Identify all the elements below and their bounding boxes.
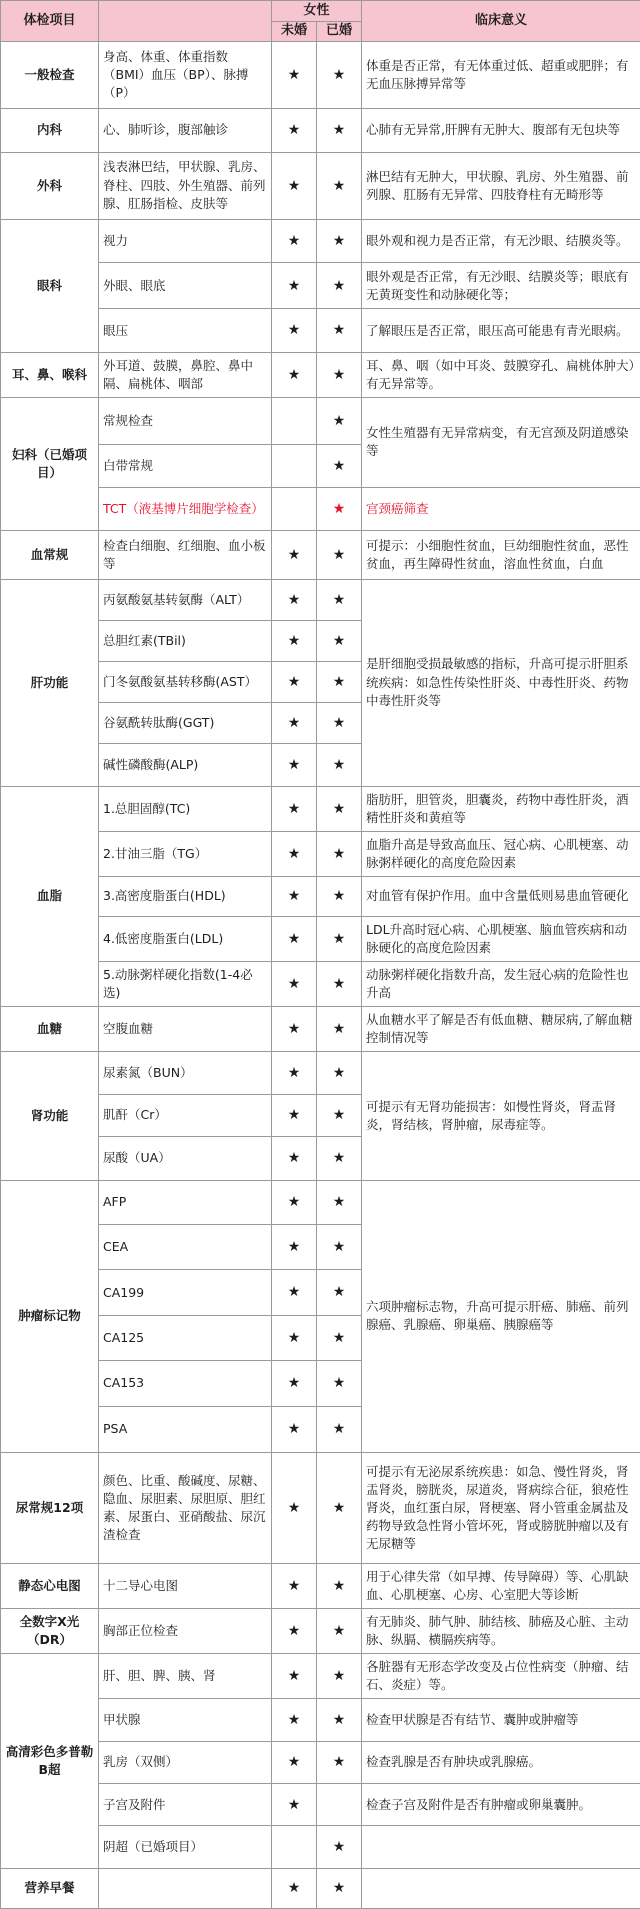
table-row xyxy=(1,1180,640,1225)
unmarried-star: ★ xyxy=(272,961,317,1006)
unmarried-star: ★ xyxy=(272,1007,317,1052)
unmarried-star: ★ xyxy=(272,152,317,219)
meaning-cell: 六项肿瘤标志物，升高可提示肝癌、肺癌、前列腺癌、乳腺癌、卵巢癌、胰腺癌等 xyxy=(362,1180,640,1452)
item-cell: 碱性磷酸酶(ALP) xyxy=(99,744,272,786)
married-star: ★ xyxy=(317,1270,362,1316)
unmarried-star: ★ xyxy=(272,1406,317,1452)
married-star: ★ xyxy=(317,786,362,831)
table-row xyxy=(1,579,640,620)
unmarried-star: ★ xyxy=(272,263,317,309)
meaning-cell: 动脉粥样硬化指数升高，发生冠心病的危险性也升高 xyxy=(362,961,640,1006)
meaning-cell: 宫颈癌筛查 xyxy=(362,487,640,531)
meaning-cell: 淋巴结有无肿大，甲状腺、乳房、外生殖器、前列腺、肛肠有无异常、四肢脊柱有无畸形等 xyxy=(362,152,640,219)
meaning-cell xyxy=(362,1826,640,1868)
item-cell: 总胆红素(TBil) xyxy=(99,620,272,661)
table-row xyxy=(1,109,640,153)
category-cell: 一般检查 xyxy=(1,42,99,109)
table-row xyxy=(1,219,640,263)
married-star: ★ xyxy=(317,1826,362,1868)
unmarried-star: ★ xyxy=(272,744,317,786)
table-row xyxy=(1,1654,640,1699)
married-star: ★ xyxy=(317,352,362,397)
married-star: ★ xyxy=(317,42,362,109)
unmarried-star xyxy=(272,445,317,487)
married-star: ★ xyxy=(317,1406,362,1452)
married-star xyxy=(317,1784,362,1826)
item-cell: 阴超（已婚项目） xyxy=(99,1826,272,1868)
item-cell: 甲状腺 xyxy=(99,1699,272,1741)
item-cell: TCT（液基博片细胞学检查） xyxy=(99,487,272,531)
meaning-cell: LDL升高时冠心病、心肌梗塞、脑血管疾病和动脉硬化的高度危险因素 xyxy=(362,916,640,961)
married-star: ★ xyxy=(317,1180,362,1225)
unmarried-star: ★ xyxy=(272,109,317,153)
meaning-cell: 脂肪肝，胆管炎，胆囊炎，药物中毒性肝炎，酒精性肝炎和黄疸等 xyxy=(362,786,640,831)
table-body xyxy=(1,42,640,1909)
category-cell: 尿常规12项 xyxy=(1,1452,99,1563)
category-cell: 肾功能 xyxy=(1,1052,99,1180)
item-cell: 十二导心电图 xyxy=(99,1563,272,1608)
unmarried-star: ★ xyxy=(272,1563,317,1608)
item-cell xyxy=(99,1868,272,1908)
item-cell: 常规检查 xyxy=(99,398,272,445)
married-star: ★ xyxy=(317,1360,362,1406)
item-cell: CA199 xyxy=(99,1270,272,1316)
unmarried-star: ★ xyxy=(272,531,317,579)
header-female: 女性 xyxy=(272,1,362,22)
unmarried-star: ★ xyxy=(272,1225,317,1270)
meaning-cell: 女性生殖器有无异常病变，有无宫颈及阴道感染等 xyxy=(362,398,640,488)
unmarried-star: ★ xyxy=(272,219,317,263)
unmarried-star: ★ xyxy=(272,1784,317,1826)
married-star: ★ xyxy=(317,1452,362,1563)
meaning-cell: 血脂升高是导致高血压、冠心病、心肌梗塞、动脉粥样硬化的高度危险因素 xyxy=(362,831,640,876)
unmarried-star: ★ xyxy=(272,1609,317,1654)
unmarried-star: ★ xyxy=(272,1180,317,1225)
item-cell: CA153 xyxy=(99,1360,272,1406)
item-cell: 白带常规 xyxy=(99,445,272,487)
meaning-cell: 对血管有保护作用。血中含量低则易患血管硬化 xyxy=(362,876,640,916)
item-cell: 外耳道、鼓膜，鼻腔、鼻中隔、扁桃体、咽部 xyxy=(99,352,272,397)
meaning-cell: 有无肺炎、肺气肿、肺结核、肺癌及心脏、主动脉、纵膈、横膈疾病等。 xyxy=(362,1609,640,1654)
item-cell: 胸部正位检查 xyxy=(99,1609,272,1654)
header-unmarried: 未婚 xyxy=(272,22,317,42)
married-star: ★ xyxy=(317,1563,362,1608)
married-star: ★ xyxy=(317,309,362,353)
table-row xyxy=(1,152,640,219)
header-item: 体检项目 xyxy=(1,1,99,42)
category-cell: 营养早餐 xyxy=(1,1868,99,1908)
unmarried-star: ★ xyxy=(272,1654,317,1699)
unmarried-star: ★ xyxy=(272,1360,317,1406)
item-cell: 门冬氨酸氨基转移酶(AST） xyxy=(99,661,272,702)
married-star: ★ xyxy=(317,961,362,1006)
unmarried-star: ★ xyxy=(272,579,317,620)
meaning-cell: 用于心律失常（如早搏、传导障碍）等、心肌缺血、心肌梗塞、心房、心室肥大等诊断 xyxy=(362,1563,640,1608)
married-star: ★ xyxy=(317,831,362,876)
item-cell: 4.低密度脂蛋白(LDL) xyxy=(99,916,272,961)
table-row xyxy=(1,398,640,445)
item-cell: 身高、体重、体重指数（BMI）血压（BP）、脉搏（P） xyxy=(99,42,272,109)
unmarried-star: ★ xyxy=(272,1316,317,1361)
item-cell: 乳房（双侧） xyxy=(99,1741,272,1783)
header-item-spacer xyxy=(99,1,272,42)
married-star: ★ xyxy=(317,1094,362,1136)
meaning-cell: 检查子宫及附件是否有肿瘤或卵巢囊肿。 xyxy=(362,1784,640,1826)
item-cell: 颜色、比重、酸碱度、尿糖、隐血、尿胆素、尿胆原、胆红素、尿蛋白、亚硝酸盐、尿沉渣检查 xyxy=(99,1452,272,1563)
unmarried-star: ★ xyxy=(272,703,317,744)
unmarried-star: ★ xyxy=(272,1052,317,1094)
category-cell: 全数字X光（DR） xyxy=(1,1609,99,1654)
item-cell: CEA xyxy=(99,1225,272,1270)
table-row xyxy=(1,1452,640,1563)
unmarried-star: ★ xyxy=(272,831,317,876)
category-cell: 妇科（已婚项目） xyxy=(1,398,99,531)
married-star: ★ xyxy=(317,219,362,263)
item-cell: 1.总胆固醇(TC) xyxy=(99,786,272,831)
unmarried-star xyxy=(272,1826,317,1868)
married-star: ★ xyxy=(317,876,362,916)
meaning-cell: 体重是否正常，有无体重过低、超重或肥胖；有无血压脉搏异常等 xyxy=(362,42,640,109)
unmarried-star: ★ xyxy=(272,876,317,916)
unmarried-star: ★ xyxy=(272,786,317,831)
header-meaning: 临床意义 xyxy=(362,1,640,42)
meaning-cell: 检查甲状腺是否有结节、囊肿或肿瘤等 xyxy=(362,1699,640,1741)
meaning-cell: 可提示：小细胞性贫血，巨幼细胞性贫血，恶性贫血，再生障碍性贫血，溶血性贫血，白血 xyxy=(362,531,640,579)
unmarried-star: ★ xyxy=(272,1452,317,1563)
item-cell: 检查白细胞、红细胞、血小板等 xyxy=(99,531,272,579)
married-star: ★ xyxy=(317,263,362,309)
item-cell: 空腹血糖 xyxy=(99,1007,272,1052)
table-row xyxy=(1,42,640,109)
meaning-cell xyxy=(362,1868,640,1908)
item-cell: 视力 xyxy=(99,219,272,263)
unmarried-star: ★ xyxy=(272,1094,317,1136)
unmarried-star: ★ xyxy=(272,620,317,661)
item-cell: 5.动脉粥样硬化指数(1-4必选) xyxy=(99,961,272,1006)
category-cell: 血糖 xyxy=(1,1007,99,1052)
item-cell: 3.高密度脂蛋白(HDL) xyxy=(99,876,272,916)
married-star: ★ xyxy=(317,531,362,579)
item-cell: 眼压 xyxy=(99,309,272,353)
table-row xyxy=(1,786,640,831)
item-cell: 子宫及附件 xyxy=(99,1784,272,1826)
meaning-cell: 可提示有无肾功能损害：如慢性肾炎，肾盂肾炎，肾结核，肾肿瘤，尿毒症等。 xyxy=(362,1052,640,1180)
meaning-cell: 检查乳腺是否有肿块或乳腺癌。 xyxy=(362,1741,640,1783)
unmarried-star: ★ xyxy=(272,1270,317,1316)
unmarried-star: ★ xyxy=(272,1136,317,1180)
item-cell: 谷氨酰转肽酶(GGT) xyxy=(99,703,272,744)
married-star: ★ xyxy=(317,703,362,744)
item-cell: AFP xyxy=(99,1180,272,1225)
married-star: ★ xyxy=(317,1136,362,1180)
married-star: ★ xyxy=(317,1741,362,1783)
married-star: ★ xyxy=(317,445,362,487)
category-cell: 外科 xyxy=(1,152,99,219)
meaning-cell: 眼外观和视力是否正常，有无沙眼、结膜炎等。 xyxy=(362,219,640,263)
married-star: ★ xyxy=(317,398,362,445)
married-star: ★ xyxy=(317,661,362,702)
meaning-cell: 眼外观是否正常，有无沙眼、结膜炎等；眼底有无黄斑变性和动脉硬化等； xyxy=(362,263,640,309)
married-star: ★ xyxy=(317,152,362,219)
married-star: ★ xyxy=(317,1225,362,1270)
table-row xyxy=(1,1563,640,1608)
unmarried-star xyxy=(272,487,317,531)
unmarried-star: ★ xyxy=(272,352,317,397)
married-star: ★ xyxy=(317,744,362,786)
category-cell: 血脂 xyxy=(1,786,99,1006)
married-star: ★ xyxy=(317,1654,362,1699)
table-row xyxy=(1,352,640,397)
category-cell: 肿瘤标记物 xyxy=(1,1180,99,1452)
married-star: ★ xyxy=(317,1699,362,1741)
category-cell: 耳、鼻、喉科 xyxy=(1,352,99,397)
unmarried-star: ★ xyxy=(272,916,317,961)
married-star: ★ xyxy=(317,109,362,153)
meaning-cell: 了解眼压是否正常，眼压高可能患有青光眼病。 xyxy=(362,309,640,353)
unmarried-star: ★ xyxy=(272,42,317,109)
item-cell: 心、肺听诊，腹部触诊 xyxy=(99,109,272,153)
table-row xyxy=(1,531,640,579)
meaning-cell: 心肺有无异常,肝脾有无肿大、腹部有无包块等 xyxy=(362,109,640,153)
meaning-cell: 是肝细胞受损最敏感的指标，升高可提示肝胆系统疾病：如急性传染性肝炎、中毒性肝炎、药物中毒性肝炎等 xyxy=(362,579,640,786)
category-cell: 内科 xyxy=(1,109,99,153)
item-cell: 尿素氮（BUN） xyxy=(99,1052,272,1094)
meaning-cell: 各脏器有无形态学改变及占位性病变（肿瘤、结石、炎症）等。 xyxy=(362,1654,640,1699)
married-star: ★ xyxy=(317,620,362,661)
married-star: ★ xyxy=(317,1609,362,1654)
item-cell: 2.甘油三脂（TG） xyxy=(99,831,272,876)
item-cell: 浅表淋巴结，甲状腺、乳房、脊柱、四肢、外生殖器、前列腺、肛肠指检、皮肤等 xyxy=(99,152,272,219)
table-row xyxy=(1,1007,640,1052)
category-cell: 肝功能 xyxy=(1,579,99,786)
item-cell: 尿酸（UA） xyxy=(99,1136,272,1180)
unmarried-star: ★ xyxy=(272,1741,317,1783)
married-star: ★ xyxy=(317,1052,362,1094)
item-cell: PSA xyxy=(99,1406,272,1452)
table-row xyxy=(1,1052,640,1094)
unmarried-star: ★ xyxy=(272,661,317,702)
item-cell: CA125 xyxy=(99,1316,272,1361)
unmarried-star: ★ xyxy=(272,1699,317,1741)
category-cell: 高清彩色多普勒B超 xyxy=(1,1654,99,1869)
table-row xyxy=(1,1868,640,1908)
married-star: ★ xyxy=(317,1316,362,1361)
married-star: ★ xyxy=(317,1007,362,1052)
meaning-cell: 可提示有无泌尿系统疾患：如急、慢性肾炎，肾盂肾炎，膀胱炎，尿道炎，肾病综合征，狼疮性肾炎，血红蛋白尿，肾梗塞、肾小管重金属盐及药物导致急性肾小管坏死，肾或膀胱肿瘤以及有无尿糖等 xyxy=(362,1452,640,1563)
unmarried-star xyxy=(272,398,317,445)
item-cell: 肌酐（Cr） xyxy=(99,1094,272,1136)
meaning-cell: 从血糖水平了解是否有低血糖、糖尿病,了解血糖控制情况等 xyxy=(362,1007,640,1052)
item-cell: 丙氨酸氨基转氨酶（ALT） xyxy=(99,579,272,620)
meaning-cell: 耳、鼻、咽（如中耳炎、鼓膜穿孔、扁桃体肿大）有无异常等。 xyxy=(362,352,640,397)
unmarried-star: ★ xyxy=(272,309,317,353)
item-cell: 外眼、眼底 xyxy=(99,263,272,309)
category-cell: 血常规 xyxy=(1,531,99,579)
category-cell: 眼科 xyxy=(1,219,99,352)
table-row xyxy=(1,1609,640,1654)
category-cell: 静态心电图 xyxy=(1,1563,99,1608)
married-star: ★ xyxy=(317,579,362,620)
item-cell: 肝、胆、脾、胰、肾 xyxy=(99,1654,272,1699)
married-star: ★ xyxy=(317,487,362,531)
married-star: ★ xyxy=(317,1868,362,1908)
married-star: ★ xyxy=(317,916,362,961)
header-married: 已婚 xyxy=(317,22,362,42)
unmarried-star: ★ xyxy=(272,1868,317,1908)
